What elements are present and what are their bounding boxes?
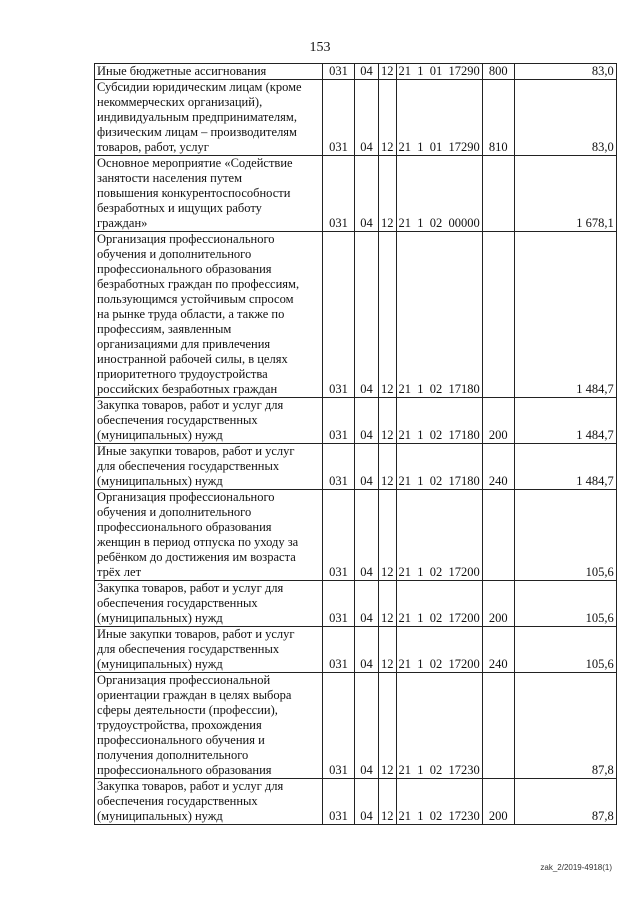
- row-name-line: (муниципальных) нужд: [97, 611, 223, 625]
- ministry-code-cell: 031: [323, 779, 355, 825]
- table-row: [95, 398, 617, 444]
- row-name-line: российских безработных граждан: [97, 382, 278, 396]
- program-code: 21: [398, 611, 411, 625]
- row-name-line: безработных граждан по профессиям,: [97, 277, 300, 291]
- row-name-line: профессионального образования: [97, 262, 272, 276]
- ministry-code-cell: 031: [323, 444, 355, 490]
- row-name-line: (муниципальных) нужд: [97, 474, 223, 488]
- row-name-line: пользующимся устойчивым спросом: [97, 292, 294, 306]
- amount-cell: 83,0: [514, 80, 616, 156]
- row-name-line: Основное мероприятие «Содействие: [97, 156, 293, 170]
- ministry-code-cell: 031: [323, 232, 355, 398]
- program-code: 21: [398, 382, 411, 396]
- page-number: 153: [309, 40, 331, 55]
- subsection-code-cell: 12: [379, 232, 397, 398]
- section-code-cell: 04: [355, 627, 379, 673]
- amount-cell: 105,6: [514, 581, 616, 627]
- row-name-line: Иные закупки товаров, работ и услуг: [97, 444, 295, 458]
- direction-code: 17200: [448, 657, 480, 671]
- target-article-cell: [396, 779, 482, 825]
- subprogram-code: 1: [417, 216, 424, 230]
- event-code: 02: [429, 474, 443, 488]
- target-article-cell: [396, 627, 482, 673]
- row-name-cell: [95, 581, 323, 627]
- target-article-cell: [396, 444, 482, 490]
- row-name-line: безработных и ищущих работу: [97, 201, 262, 215]
- expense-type-cell: 200: [482, 398, 514, 444]
- row-name-line: Закупка товаров, работ и услуг для: [97, 398, 284, 412]
- program-code: 21: [398, 140, 411, 154]
- direction-code: 17200: [448, 565, 480, 579]
- budget-table: [94, 63, 617, 825]
- row-name-line: обеспечения государственных: [97, 596, 258, 610]
- table-body: [95, 64, 617, 825]
- subsection-code-cell: 12: [379, 444, 397, 490]
- event-code: 02: [429, 565, 443, 579]
- direction-code: 17180: [448, 382, 480, 396]
- row-name-line: сферы деятельности (профессии),: [97, 703, 278, 717]
- subsection-code-cell: 12: [379, 627, 397, 673]
- subsection-code-cell: 12: [379, 398, 397, 444]
- row-name-line: Организация профессионального: [97, 232, 275, 246]
- row-name-line: некоммерческих организаций),: [97, 95, 263, 109]
- section-code-cell: 04: [355, 398, 379, 444]
- subprogram-code: 1: [417, 763, 424, 777]
- amount-cell: 1 484,7: [514, 232, 616, 398]
- section-code-cell: 04: [355, 80, 379, 156]
- event-code: 02: [429, 428, 443, 442]
- row-name-line: профессионального образования: [97, 763, 272, 777]
- row-name-line: приоритетного трудоустройства: [97, 367, 268, 381]
- subprogram-code: 1: [417, 428, 424, 442]
- expense-type-cell: 810: [482, 80, 514, 156]
- subprogram-code: 1: [417, 382, 424, 396]
- section-code-cell: 04: [355, 581, 379, 627]
- ministry-code-cell: 031: [323, 80, 355, 156]
- amount-cell: 1 484,7: [514, 398, 616, 444]
- row-name-line: профессионального обучения и: [97, 733, 265, 747]
- row-name-line: Иные закупки товаров, работ и услуг: [97, 627, 295, 641]
- subsection-code-cell: 12: [379, 156, 397, 232]
- table-row: [95, 581, 617, 627]
- row-name-line: женщин в период отпуска по уходу за: [97, 535, 299, 549]
- program-code: 21: [398, 657, 411, 671]
- target-article-cell: [396, 673, 482, 779]
- direction-code: 17180: [448, 474, 480, 488]
- expense-type-cell: [482, 232, 514, 398]
- program-code: 21: [398, 216, 411, 230]
- table-row: [95, 627, 617, 673]
- row-name-line: трудоустройства, прохождения: [97, 718, 262, 732]
- event-code: 02: [429, 382, 443, 396]
- table-row: [95, 156, 617, 232]
- event-code: 02: [429, 216, 443, 230]
- amount-cell: 87,8: [514, 779, 616, 825]
- row-name-line: обеспечения государственных: [97, 794, 258, 808]
- row-name-line: Организация профессионального: [97, 490, 275, 504]
- direction-code: 17230: [448, 809, 480, 823]
- row-name-line: повышения конкурентоспособности: [97, 186, 291, 200]
- subsection-code-cell: 12: [379, 80, 397, 156]
- target-article-cell: [396, 156, 482, 232]
- row-name-line: Закупка товаров, работ и услуг для: [97, 779, 284, 793]
- amount-cell: 87,8: [514, 673, 616, 779]
- row-name-line: иностранной рабочей силы, в целях: [97, 352, 288, 366]
- row-name-line: (муниципальных) нужд: [97, 809, 223, 823]
- program-code: 21: [398, 809, 411, 823]
- section-code-cell: 04: [355, 779, 379, 825]
- row-name-line: получения дополнительного: [97, 748, 249, 762]
- ministry-code-cell: 031: [323, 64, 355, 80]
- section-code-cell: 04: [355, 232, 379, 398]
- direction-code: 17290: [448, 140, 480, 154]
- amount-cell: 1 678,1: [514, 156, 616, 232]
- target-article-cell: [396, 80, 482, 156]
- row-name-line: индивидуальным предпринимателям,: [97, 110, 297, 124]
- event-code: 01: [429, 140, 443, 154]
- subsection-code-cell: 12: [379, 673, 397, 779]
- program-code: 21: [398, 474, 411, 488]
- subprogram-code: 1: [417, 809, 424, 823]
- amount-cell: 83,0: [514, 64, 616, 80]
- expense-type-cell: 200: [482, 779, 514, 825]
- subprogram-code: 1: [417, 140, 424, 154]
- row-name-line: для обеспечения государственных: [97, 642, 280, 656]
- expense-type-cell: 200: [482, 581, 514, 627]
- ministry-code-cell: 031: [323, 490, 355, 581]
- subsection-code-cell: 12: [379, 64, 397, 80]
- expense-type-cell: [482, 673, 514, 779]
- table-row: [95, 80, 617, 156]
- direction-code: 00000: [448, 216, 480, 230]
- table-row: [95, 444, 617, 490]
- direction-code: 17200: [448, 611, 480, 625]
- section-code-cell: 04: [355, 64, 379, 80]
- table-row: [95, 779, 617, 825]
- row-name-line: ориентации граждан в целях выбора: [97, 688, 292, 702]
- event-code: 02: [429, 657, 443, 671]
- section-code-cell: 04: [355, 444, 379, 490]
- row-name-cell: [95, 627, 323, 673]
- expense-type-cell: [482, 156, 514, 232]
- expense-type-cell: 240: [482, 627, 514, 673]
- table-row: [95, 490, 617, 581]
- ministry-code-cell: 031: [323, 673, 355, 779]
- row-name-cell: [95, 156, 323, 232]
- row-name-cell: [95, 64, 323, 80]
- row-name-line: Субсидии юридическим лицам (кроме: [97, 80, 302, 94]
- row-name-line: граждан»: [97, 216, 148, 230]
- row-name-line: обучения и дополнительного: [97, 247, 252, 261]
- subprogram-code: 1: [417, 657, 424, 671]
- subprogram-code: 1: [417, 474, 424, 488]
- ministry-code-cell: 031: [323, 156, 355, 232]
- event-code: 02: [429, 809, 443, 823]
- row-name-line: трёх лет: [97, 565, 142, 579]
- program-code: 21: [398, 763, 411, 777]
- row-name-line: ребёнком до достижения им возраста: [97, 550, 296, 564]
- direction-code: 17230: [448, 763, 480, 777]
- section-code-cell: 04: [355, 673, 379, 779]
- row-name-line: товаров, работ, услуг: [97, 140, 209, 154]
- row-name-line: обучения и дополнительного: [97, 505, 252, 519]
- row-name-cell: [95, 490, 323, 581]
- subprogram-code: 1: [417, 611, 424, 625]
- row-name-line: для обеспечения государственных: [97, 459, 280, 473]
- target-article-cell: [396, 490, 482, 581]
- amount-cell: 1 484,7: [514, 444, 616, 490]
- target-article-cell: [396, 64, 482, 80]
- row-name-cell: [95, 232, 323, 398]
- row-name-line: организациями для привлечения: [97, 337, 271, 351]
- amount-cell: 105,6: [514, 490, 616, 581]
- table-row: [95, 673, 617, 779]
- row-name-cell: [95, 444, 323, 490]
- direction-code: 17290: [448, 64, 480, 78]
- section-code-cell: 04: [355, 490, 379, 581]
- program-code: 21: [398, 64, 411, 78]
- row-name-line: обеспечения государственных: [97, 413, 258, 427]
- row-name-line: (муниципальных) нужд: [97, 657, 223, 671]
- expense-type-cell: 240: [482, 444, 514, 490]
- program-code: 21: [398, 565, 411, 579]
- row-name-line: Закупка товаров, работ и услуг для: [97, 581, 284, 595]
- row-name-cell: [95, 779, 323, 825]
- event-code: 02: [429, 611, 443, 625]
- target-article-cell: [396, 398, 482, 444]
- table-row: [95, 64, 617, 80]
- ministry-code-cell: 031: [323, 627, 355, 673]
- program-code: 21: [398, 428, 411, 442]
- expense-type-cell: [482, 490, 514, 581]
- event-code: 02: [429, 763, 443, 777]
- expense-type-cell: 800: [482, 64, 514, 80]
- subsection-code-cell: 12: [379, 779, 397, 825]
- target-article-cell: [396, 581, 482, 627]
- row-name-line: (муниципальных) нужд: [97, 428, 223, 442]
- ministry-code-cell: 031: [323, 581, 355, 627]
- amount-cell: 105,6: [514, 627, 616, 673]
- row-name-line: Иные бюджетные ассигнования: [97, 64, 267, 78]
- subprogram-code: 1: [417, 64, 424, 78]
- row-name-line: Организация профессиональной: [97, 673, 271, 687]
- section-code-cell: 04: [355, 156, 379, 232]
- row-name-line: занятости населения путем: [97, 171, 242, 185]
- row-name-cell: [95, 80, 323, 156]
- table-row: [95, 232, 617, 398]
- subsection-code-cell: 12: [379, 490, 397, 581]
- row-name-cell: [95, 673, 323, 779]
- row-name-line: профессионального образования: [97, 520, 272, 534]
- document-code: zak_2/2019-4918(1): [540, 863, 612, 872]
- ministry-code-cell: 031: [323, 398, 355, 444]
- target-article-cell: [396, 232, 482, 398]
- row-name-line: физическим лицам – производителям: [97, 125, 297, 139]
- direction-code: 17180: [448, 428, 480, 442]
- row-name-line: на рынке труда области, а также по: [97, 307, 285, 321]
- subprogram-code: 1: [417, 565, 424, 579]
- row-name-cell: [95, 398, 323, 444]
- event-code: 01: [429, 64, 443, 78]
- row-name-line: профессиям, заявленным: [97, 322, 232, 336]
- subsection-code-cell: 12: [379, 581, 397, 627]
